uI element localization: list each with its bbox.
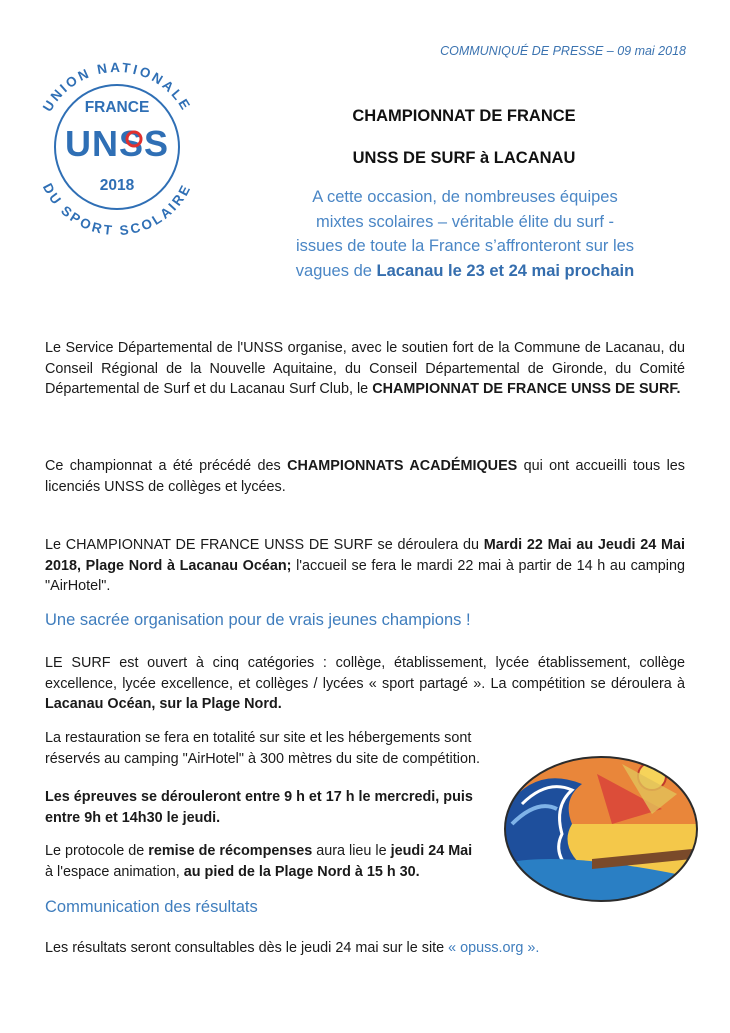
paragraph-schedule-text2: l'accueil se fera le mardi 22 mai à partir de 14 h au camping "AirHotel". [45, 557, 685, 595]
paragraph-schedule-text1: Le CHAMPIONNAT DE FRANCE UNSS DE SURF se déroulera du [45, 537, 484, 553]
paragraph-events-times-line2: entre 9h et 14h30 le jeudi. [45, 809, 221, 826]
subtitle-line4 [222, 259, 708, 284]
page-title-line2: UNSS DE SURF à LACANAU [352, 149, 576, 167]
paragraph-awards-text3: à l'espace animation, [45, 863, 184, 880]
opuss-link[interactable]: « opuss.org ». [448, 940, 540, 956]
paragraph-categories-text: LE SURF est ouvert à cinq catégories : collège, établissement, lycée établissement, collège excellence, lycée excellence, et collèges / lycées « sport partagé ». La compétition se déroulera à [45, 655, 685, 692]
paragraph-awards-bold3: au pied de la Plage Nord à 15 h 30. [183, 863, 420, 880]
paragraph-awards-line1 [45, 841, 505, 862]
paragraph-academic-text1: Ce championnat a été précédé des [45, 458, 288, 474]
unss-logo [28, 58, 206, 236]
logo-year: 2018 [99, 177, 135, 194]
subtitle-line4-dates: Lacanau le 23 et 24 mai prochain [376, 261, 635, 280]
section-heading-organisation: Une sacrée organisation pour de vrais jeunes champions ! [45, 611, 471, 629]
paragraph-academic [45, 456, 685, 497]
page-title-line1: CHAMPIONNAT DE FRANCE [352, 107, 576, 125]
press-release-date: COMMUNIQUÉ DE PRESSE – 09 mai 2018 [440, 44, 686, 58]
paragraph-schedule-bold: Mardi 22 Mai au Jeudi 24 Mai 2018, Plage Nord à Lacanau Océan; [45, 537, 685, 574]
subtitle-line3: issues de toute la France s’affronteront sur les [295, 237, 635, 255]
paragraph-awards-bold2: jeudi 24 Mai [390, 843, 473, 859]
paragraph-awards-text2: aura lieu le [312, 843, 391, 859]
section-heading-results: Communication des résultats [45, 898, 258, 916]
paragraph-categories [45, 653, 685, 715]
paragraph-catering: La restauration se fera en totalité sur site et les hébergements sont réservés au camping "AirHotel" à 300 mètres du site de compétition. [45, 730, 480, 767]
subtitle-line1: A cette occasion, de nombreuses équipes [312, 188, 618, 206]
subtitle-line2: mixtes scolaires – véritable élite du surf - [315, 212, 615, 231]
paragraph-awards-bold1: remise de récompenses [148, 843, 313, 859]
paragraph-organisation [45, 338, 685, 400]
paragraph-organisation-bold: CHAMPIONNAT DE FRANCE UNSS DE SURF. [372, 381, 681, 398]
paragraph-organisation-text: Le Service Départemental de l'UNSS organise, avec le soutien fort de la Commune de Lacanau, du Conseil Régional de la Nouvelle Aquitaine, du Conseil Départemental de Gironde, du Comité Départemental de Surf et du Lacanau Surf Club, le [45, 340, 685, 398]
logo-country: FRANCE [84, 99, 150, 116]
paragraph-academic-text2: qui ont accueilli tous les licenciés UNSS de collèges et lycées. [45, 458, 685, 495]
paragraph-academic-bold: CHAMPIONNATS ACADÉMIQUES [287, 458, 518, 474]
paragraph-events-times [45, 787, 505, 828]
paragraph-schedule [45, 535, 685, 597]
paragraph-results-text: Les résultats seront consultables dès le jeudi 24 mai sur le site [45, 940, 449, 956]
logo-ring-bottom-text: DU SPORT SCOLAIRE [39, 180, 195, 236]
paragraph-awards-text1: Le protocole de [45, 843, 149, 859]
wave-illustration [502, 754, 700, 904]
paragraph-results [45, 938, 685, 959]
paragraph-awards-line2 [45, 862, 505, 883]
paragraph-awards [45, 841, 505, 882]
paragraph-events-times-line1: Les épreuves se dérouleront entre 9 h et 17 h le mercredi, puis [45, 789, 473, 805]
logo-brand: UNSS [64, 123, 170, 164]
paragraph-categories-bold: Lacanau Océan, sur la Plage Nord. [45, 696, 282, 713]
subtitle [222, 185, 708, 283]
subtitle-line4-plain: vagues de [295, 261, 377, 280]
logo-ring-top-text: UNION NATIONALE [39, 59, 195, 115]
